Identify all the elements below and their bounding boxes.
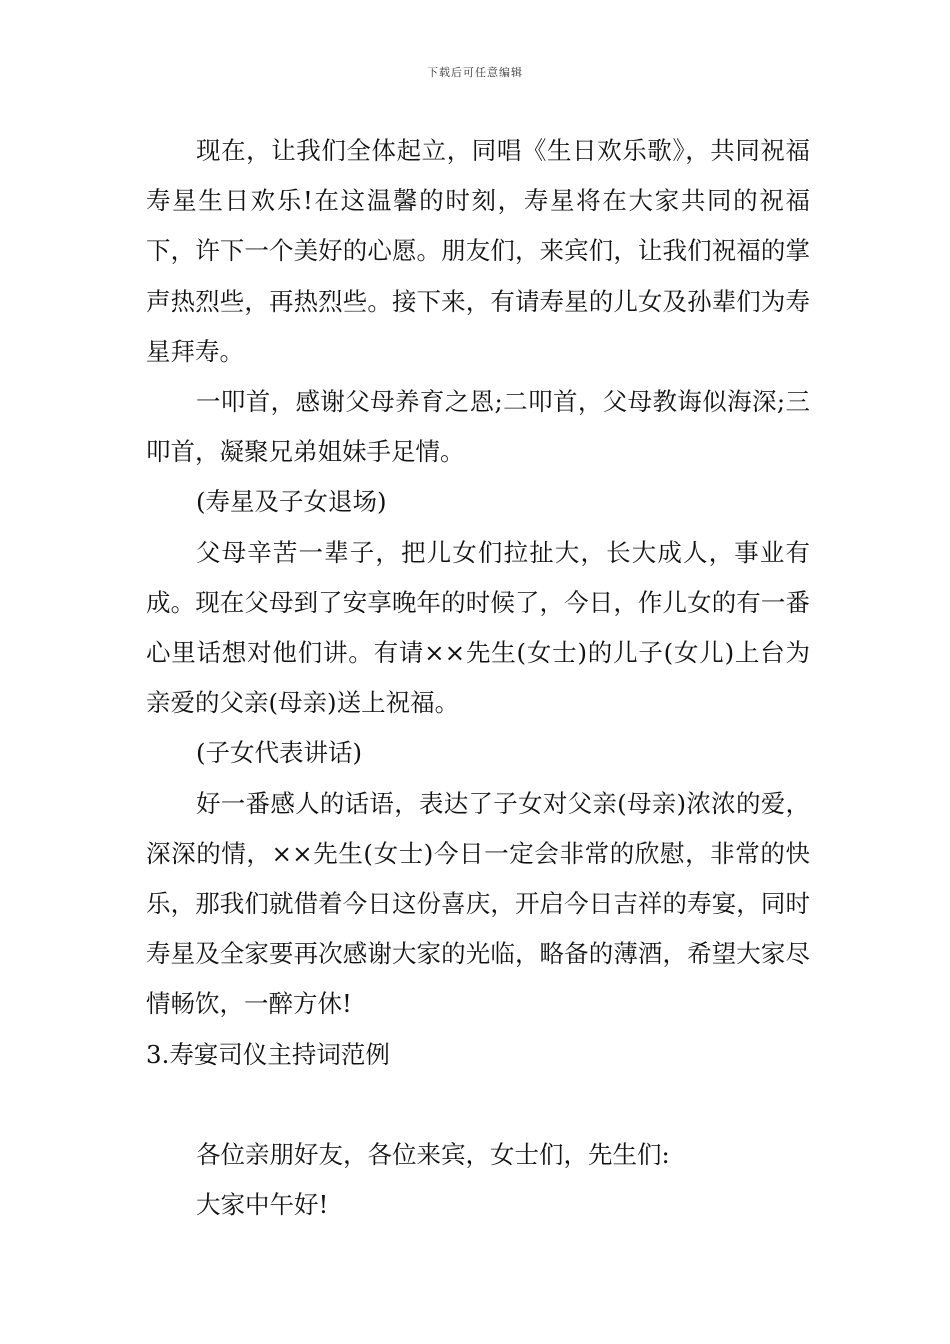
paragraph-stage-direction-exit: (寿星及子女退场) bbox=[196, 487, 387, 517]
section-gap bbox=[146, 1080, 810, 1130]
paragraph-good-noon: 大家中午好! bbox=[196, 1190, 329, 1220]
paragraph-parents-hardship: 父母辛苦一辈子，把儿女们拉扯大，长大成人，事业有成。现在父母到了安享晚年的时候了，今日，作儿女的有一番心里话想对他们讲。有请××先生(女士)的儿子(女儿)上台为亲爱的父亲(母亲)送上祝福。 bbox=[146, 537, 810, 718]
page-header-note: 下载后可任意编辑 bbox=[427, 66, 523, 79]
paragraph-greeting: 各位亲朋好友，各位来宾，女士们，先生们: bbox=[196, 1139, 670, 1169]
document-body bbox=[146, 126, 810, 1230]
paragraph-banquet-open: 好一番感人的话语，表达了子女对父亲(母亲)浓浓的爱，深深的情，××先生(女士)今日一定会非常的欣慰，非常的快乐，那我们就借着今日这份喜庆，开启今日吉祥的寿宴，同时寿星及全家要再次感谢大家的光临，略备的薄酒，希望大家尽情畅饮，一醉方休! bbox=[146, 788, 810, 1019]
paragraph-stage-direction-speech: (子女代表讲话) bbox=[196, 738, 363, 768]
section-heading: 3.寿宴司仪主持词范例 bbox=[146, 1039, 390, 1069]
paragraph-birthday-song: 现在，让我们全体起立，同唱《生日欢乐歌》，共同祝福寿星生日欢乐!在这温馨的时刻，寿星将在大家共同的祝福下，许下一个美好的心愿。朋友们，来宾们，让我们祝福的掌声热烈些，再热烈些。接下来，有请寿星的儿女及孙辈们为寿星拜寿。 bbox=[146, 136, 810, 366]
paragraph-kowtow: 一叩首，感谢父母养育之恩;二叩首，父母教诲似海深;三叩首，凝聚兄弟姐妹手足情。 bbox=[146, 387, 810, 467]
